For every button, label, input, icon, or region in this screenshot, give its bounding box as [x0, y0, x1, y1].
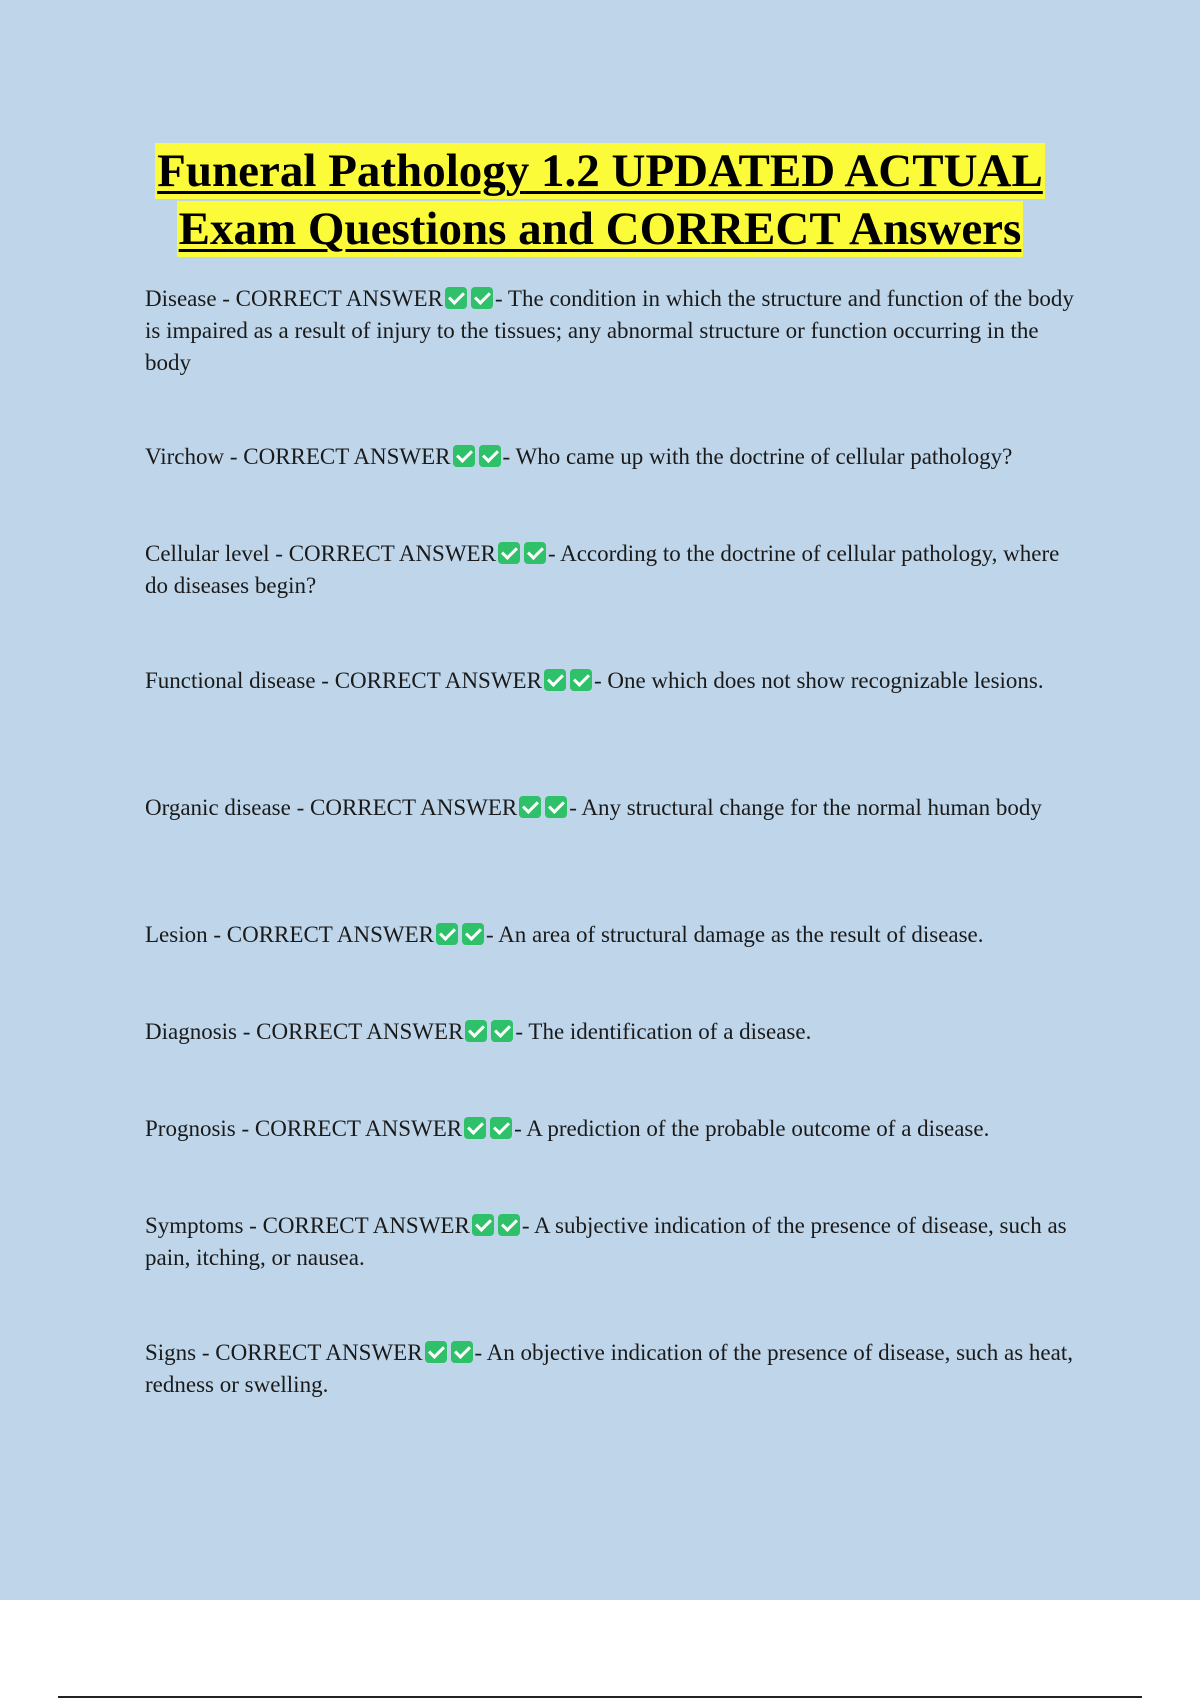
check-icon [453, 445, 475, 467]
entry-term: Diagnosis - CORRECT ANSWER [145, 1019, 464, 1044]
check-icon [465, 1020, 487, 1042]
entry-term: Lesion - CORRECT ANSWER [145, 922, 435, 947]
check-icon [445, 287, 467, 309]
footer-divider [58, 1696, 1142, 1698]
qa-entry-diagnosis [145, 1016, 1085, 1048]
entry-definition: - One which does not show recognizable lesions. [593, 668, 1044, 693]
qa-entry-organic-disease [145, 792, 1085, 824]
entry-term: Virchow - CORRECT ANSWER [145, 444, 451, 469]
check-icon [498, 542, 520, 564]
check-icon [472, 1214, 494, 1236]
check-icon [425, 1341, 447, 1363]
entry-definition: - An area of structural damage as the result of disease. [486, 922, 984, 947]
entry-definition: - According to the doctrine of cellular pathology, where do diseases begin? [145, 541, 1060, 598]
entry-definition: - An objective indication of the presence of disease, such as heat, redness or swelling. [145, 1340, 1073, 1397]
title-line-1: Funeral Pathology 1.2 UPDATED ACTUAL [157, 145, 1043, 197]
entry-definition: - A subjective indication of the presence of disease, such as pain, itching, or nausea. [145, 1213, 1067, 1270]
check-icon [544, 669, 566, 691]
title-line-2: Exam Questions and CORRECT Answers [178, 203, 1022, 255]
entry-definition: - A prediction of the probable outcome of a disease. [514, 1116, 990, 1141]
entry-definition: - The identification of a disease. [515, 1019, 812, 1044]
qa-entry-functional-disease [145, 665, 1085, 697]
check-icon [462, 923, 484, 945]
check-icon [479, 445, 501, 467]
page-title [100, 142, 1100, 258]
check-icon [519, 796, 541, 818]
entry-term: Symptoms - CORRECT ANSWER [145, 1213, 470, 1238]
qa-entry-prognosis [145, 1113, 1085, 1145]
qa-entry-signs [145, 1337, 1085, 1401]
entry-term: Functional disease - CORRECT ANSWER [145, 668, 542, 693]
entry-term: Disease - CORRECT ANSWER [145, 286, 443, 311]
check-icon [436, 923, 458, 945]
qa-entry-disease [145, 283, 1085, 379]
check-icon [471, 287, 493, 309]
qa-entry-virchow [145, 441, 1085, 473]
check-icon [491, 1020, 513, 1042]
entry-term: Cellular level - CORRECT ANSWER [145, 541, 496, 566]
check-icon [570, 669, 592, 691]
check-icon [464, 1117, 486, 1139]
qa-entry-symptoms [145, 1210, 1085, 1274]
entry-definition: - Any structural change for the normal human body [569, 795, 1042, 820]
entry-definition: - Who came up with the doctrine of cellular pathology? [502, 444, 1013, 469]
check-icon [545, 796, 567, 818]
check-icon [498, 1214, 520, 1236]
check-icon [451, 1341, 473, 1363]
qa-entry-cellular-level [145, 538, 1085, 602]
check-icon [490, 1117, 512, 1139]
qa-entry-lesion [145, 919, 1085, 951]
entry-term: Signs - CORRECT ANSWER [145, 1340, 423, 1365]
check-icon [524, 542, 546, 564]
entry-term: Prognosis - CORRECT ANSWER [145, 1116, 463, 1141]
entry-term: Organic disease - CORRECT ANSWER [145, 795, 518, 820]
entry-definition: - The condition in which the structure and function of the body is impaired as a result of injury to the tissues; any abnormal structure or function occurring in the body [145, 286, 1074, 375]
